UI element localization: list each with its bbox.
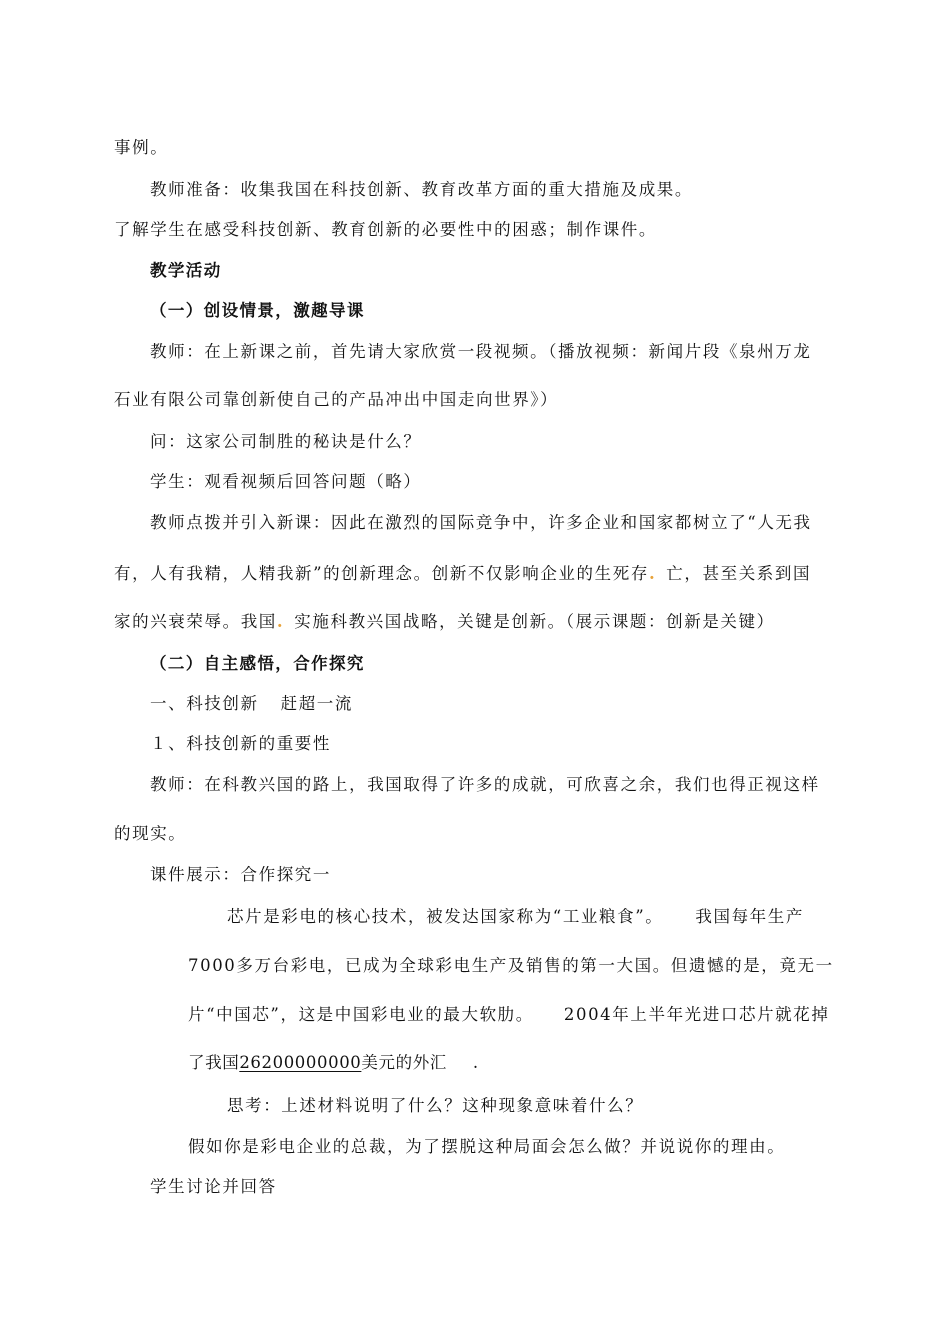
paragraph-line: 的现实。 xyxy=(114,824,187,843)
text-run: 有，人有我精，人精我新”的创新理念。创新不仅影响企业的生死存 xyxy=(114,564,649,583)
paragraph-line xyxy=(114,564,811,584)
section-heading: （二）自主感悟，合作探究 xyxy=(150,654,365,673)
paragraph-line: 学生讨论并回答 xyxy=(150,1177,277,1196)
quote-line xyxy=(227,907,804,927)
paragraph-line xyxy=(114,612,775,632)
text-run: 美元的外汇 xyxy=(361,1053,447,1072)
quote-line xyxy=(188,1005,829,1025)
paragraph-line: 学生：观看视频后回答问题（略） xyxy=(150,472,422,491)
text-run: 片“中国芯”，这是中国彩电业的最大软肋。 xyxy=(188,1005,534,1024)
paragraph-line: 了解学生在感受科技创新、教育创新的必要性中的困惑；制作课件。 xyxy=(114,220,657,239)
text-run: 赶超一流 xyxy=(280,694,354,713)
text-run: 实施科教兴国战略，关键是创新。（展示课题：创新是关键） xyxy=(294,612,775,631)
text-run: 亡，甚至关系到国 xyxy=(666,564,812,583)
paragraph-line: 教师点拨并引入新课：因此在激烈的国际竞争中，许多企业和国家都树立了“人无我 xyxy=(150,513,812,532)
text-run: 我国每年生产 xyxy=(695,907,804,926)
paragraph-line: １、科技创新的重要性 xyxy=(150,734,331,753)
paragraph-line: 石业有限公司靠创新使自己的产品冲出中国走向世界》） xyxy=(114,390,559,409)
section-heading: 教学活动 xyxy=(150,261,222,280)
text-run: 家的兴衰荣辱。我国 xyxy=(114,612,277,631)
paragraph-line: 教师：在科教兴国的路上，我国取得了许多的成就，可欣喜之余，我们也得正视这样 xyxy=(150,775,820,794)
paragraph-line: 教师准备：收集我国在科技创新、教育改革方面的重大措施及成果。 xyxy=(150,180,693,199)
highlight-dot: . xyxy=(648,564,657,583)
section-heading: （一）创设情景，激趣导课 xyxy=(150,301,365,320)
quote-line xyxy=(188,1053,479,1073)
text-run: 芯片是彩电的核心技术，被发达国家称为“工业粮食”。 xyxy=(227,907,664,926)
highlight-dot: . xyxy=(276,612,285,631)
text-run: . xyxy=(472,1053,479,1072)
text-run: 了我国 xyxy=(188,1053,240,1072)
amount-value: 26200000000 xyxy=(239,1053,362,1072)
paragraph-line: 假如你是彩电企业的总裁，为了摆脱这种局面会怎么做？并说说你的理由。 xyxy=(188,1137,786,1156)
paragraph-line: 课件展示：合作探究一 xyxy=(150,865,331,884)
paragraph-line xyxy=(150,694,353,714)
paragraph-line: 问：这家公司制胜的秘诀是什么？ xyxy=(150,432,422,451)
paragraph-line: 思考：上述材料说明了什么？这种现象意味着什么？ xyxy=(227,1096,644,1115)
text-run: 2004年上半年光进口芯片就花掉 xyxy=(563,1005,830,1024)
text-run: 一、科技创新 xyxy=(150,694,259,713)
quote-line: 7000多万台彩电，已成为全球彩电生产及销售的第一大国。但遗憾的是，竟无一 xyxy=(188,956,834,975)
paragraph-line: 事例。 xyxy=(114,138,169,157)
paragraph-line: 教师：在上新课之前，首先请大家欣赏一段视频。（播放视频：新闻片段《泉州万龙 xyxy=(150,342,812,361)
